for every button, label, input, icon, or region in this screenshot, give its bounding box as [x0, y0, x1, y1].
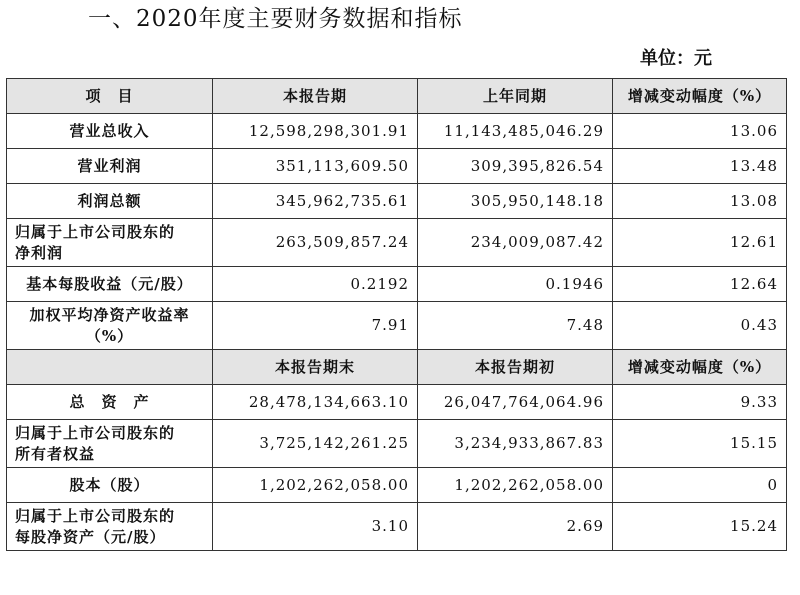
previous-value: 1,202,262,058.00: [418, 468, 613, 503]
table-row: [7, 267, 787, 302]
change-value: 13.08: [613, 184, 787, 219]
previous-value: 234,009,087.42: [418, 219, 613, 267]
header-current-period: 本报告期: [213, 79, 418, 114]
current-value: 263,509,857.24: [213, 219, 418, 267]
header-period-end: 本报告期末: [213, 350, 418, 385]
table-row: [7, 420, 787, 468]
row-label: 营业利润: [7, 149, 213, 184]
change-value: 0.43: [613, 302, 787, 350]
previous-value: 309,395,826.54: [418, 149, 613, 184]
row-label: 归属于上市公司股东的 每股净资产（元/股）: [7, 503, 213, 551]
change-value: 12.64: [613, 267, 787, 302]
change-value: 13.48: [613, 149, 787, 184]
header-previous-period: 上年同期: [418, 79, 613, 114]
previous-value: 7.48: [418, 302, 613, 350]
row-label: 利润总额: [7, 184, 213, 219]
previous-value: 26,047,764,064.96: [418, 385, 613, 420]
row-label: 总 资 产: [7, 385, 213, 420]
change-value: 15.15: [613, 420, 787, 468]
change-value: 0: [613, 468, 787, 503]
current-value: 3,725,142,261.25: [213, 420, 418, 468]
table-row: [7, 385, 787, 420]
table-row: [7, 184, 787, 219]
header-change: 增减变动幅度（%）: [613, 79, 787, 114]
change-value: 15.24: [613, 503, 787, 551]
current-value: 0.2192: [213, 267, 418, 302]
table-row: [7, 468, 787, 503]
row-label: 基本每股收益（元/股）: [7, 267, 213, 302]
change-value: 9.33: [613, 385, 787, 420]
table-header-row: [7, 79, 787, 114]
header-change: 增减变动幅度（%）: [613, 350, 787, 385]
table-row: [7, 302, 787, 350]
current-value: 28,478,134,663.10: [213, 385, 418, 420]
table-row: [7, 149, 787, 184]
previous-value: 305,950,148.18: [418, 184, 613, 219]
change-value: 12.61: [613, 219, 787, 267]
financial-data-table: [6, 78, 787, 551]
row-label: 股本（股）: [7, 468, 213, 503]
table-row: [7, 219, 787, 267]
previous-value: 3,234,933,867.83: [418, 420, 613, 468]
current-value: 345,962,735.61: [213, 184, 418, 219]
header-period-start: 本报告期初: [418, 350, 613, 385]
row-label: 加权平均净资产收益率 （%）: [7, 302, 213, 350]
row-label: 归属于上市公司股东的 净利润: [7, 219, 213, 267]
header-item: 项 目: [7, 79, 213, 114]
unit-label: 单位：元: [640, 48, 712, 69]
row-label: 归属于上市公司股东的 所有者权益: [7, 420, 213, 468]
current-value: 351,113,609.50: [213, 149, 418, 184]
section-title: 一、2020年度主要财务数据和指标: [88, 6, 463, 32]
change-value: 13.06: [613, 114, 787, 149]
current-value: 7.91: [213, 302, 418, 350]
table-row: [7, 503, 787, 551]
previous-value: 2.69: [418, 503, 613, 551]
current-value: 12,598,298,301.91: [213, 114, 418, 149]
subheader-blank: [7, 350, 213, 385]
table-row: [7, 114, 787, 149]
previous-value: 11,143,485,046.29: [418, 114, 613, 149]
current-value: 1,202,262,058.00: [213, 468, 418, 503]
row-label: 营业总收入: [7, 114, 213, 149]
current-value: 3.10: [213, 503, 418, 551]
table-subheader-row: [7, 350, 787, 385]
previous-value: 0.1946: [418, 267, 613, 302]
